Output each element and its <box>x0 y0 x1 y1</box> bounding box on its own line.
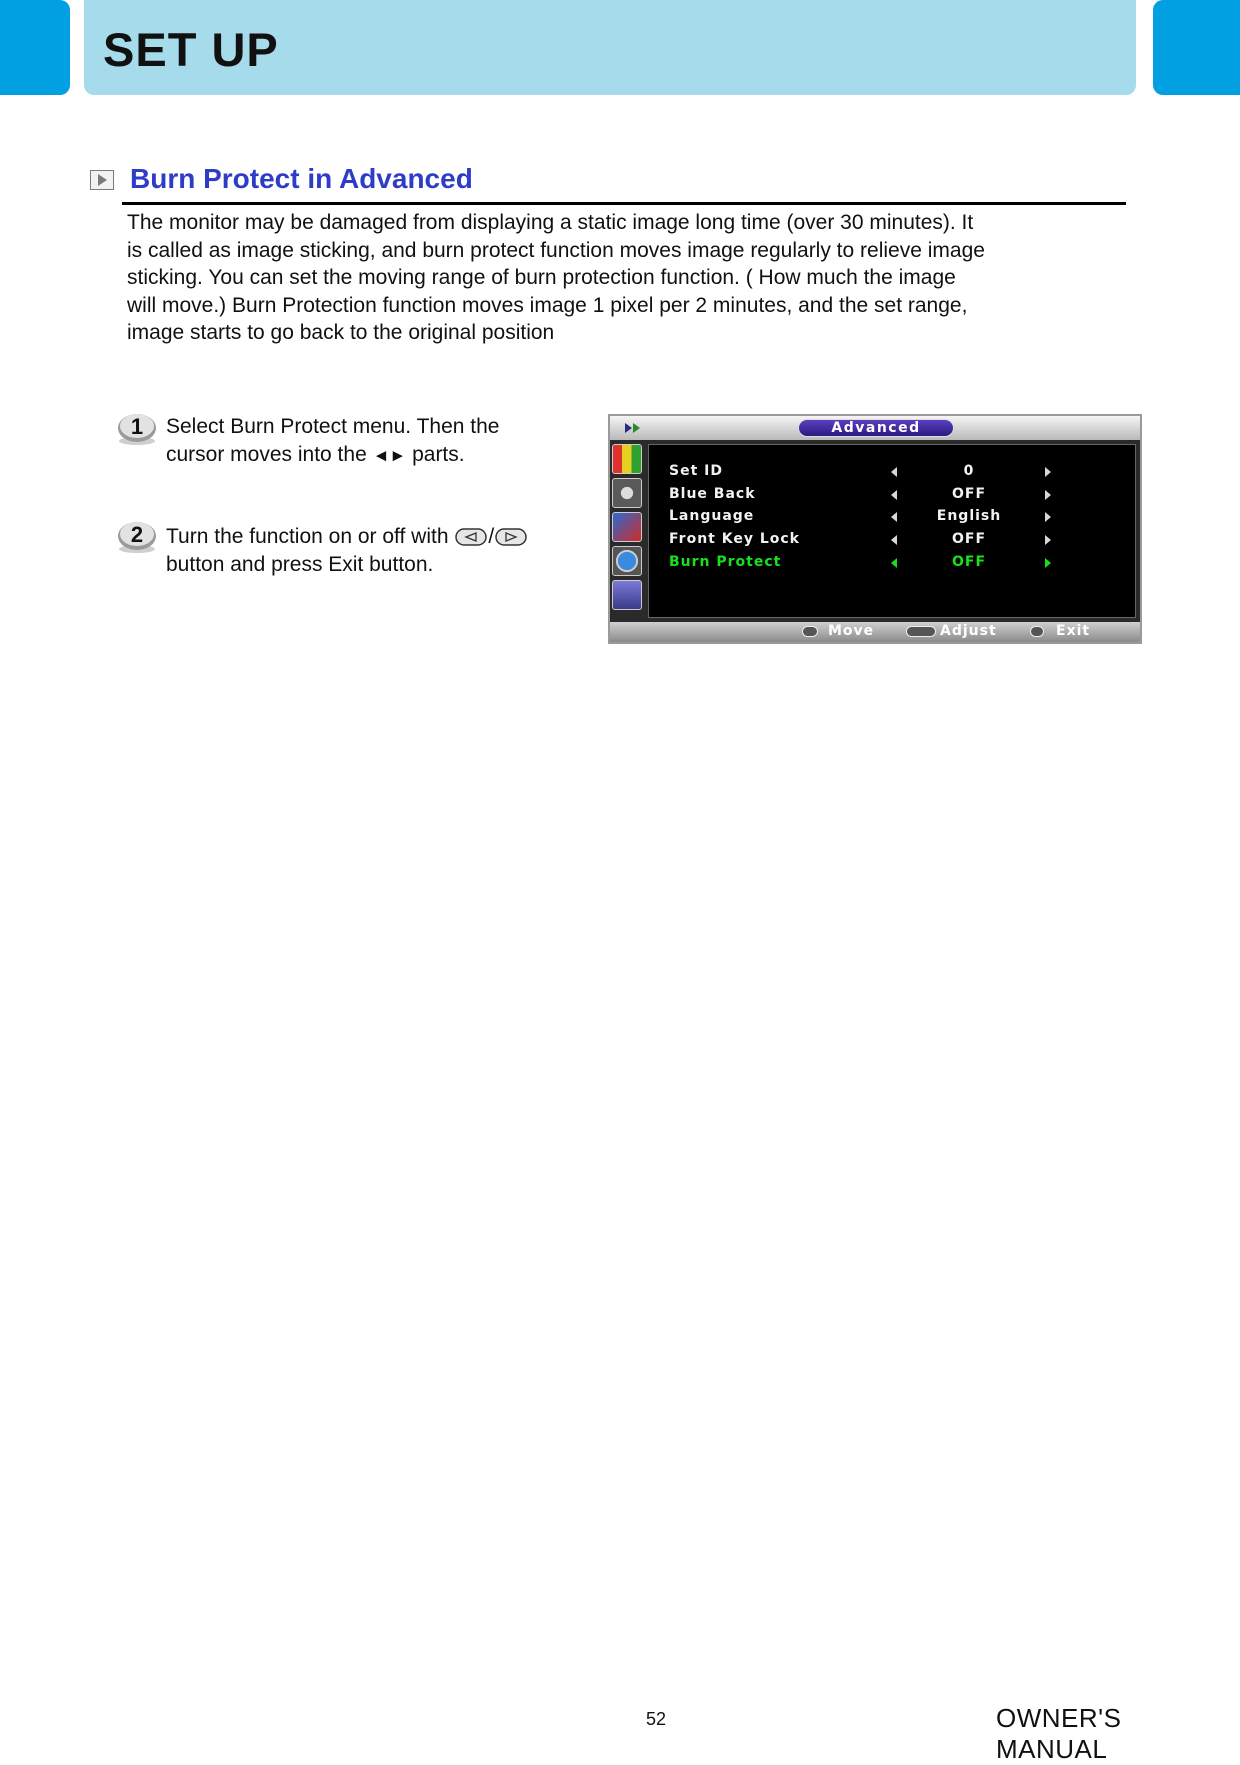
footer-manual-title: OWNER'S MANUAL <box>996 1703 1122 1764</box>
left-arrow-icon <box>891 490 897 500</box>
step-1-line1: Select Burn Protect menu. Then the <box>166 415 500 438</box>
osd-row-value: OFF <box>951 486 987 502</box>
intro-paragraph <box>127 209 1087 347</box>
intro-line: The monitor may be damaged from displaying a static image long time (over 30 minutes). It <box>127 211 974 234</box>
right-arrow-icon <box>1045 512 1051 522</box>
double-arrow-icon <box>624 421 644 435</box>
osd-row-value: OFF <box>951 531 987 547</box>
osd-hint-exit: Exit <box>1056 623 1091 639</box>
tools-icon <box>612 512 642 542</box>
clock-icon <box>612 546 642 576</box>
step-2-line2: button and press Exit button. <box>166 553 434 576</box>
osd-row <box>649 531 1137 551</box>
page-title: SET UP <box>103 23 279 76</box>
play-arrow-icon <box>90 170 114 190</box>
step-2-line1 <box>166 523 586 551</box>
intro-line: will move.) Burn Protection function moves image 1 pixel per 2 minutes, and the set range, <box>127 293 968 317</box>
adjust-keys-icon <box>906 626 936 637</box>
osd-side-icons <box>612 444 644 620</box>
right-arrow-icon <box>1045 490 1051 500</box>
picture-icon <box>612 444 642 474</box>
step-2-text <box>166 523 586 579</box>
screen-icon <box>612 580 642 610</box>
step-number: 1 <box>130 414 144 439</box>
osd-row <box>649 463 1137 483</box>
step-number: 2 <box>130 522 144 547</box>
step-1-line2-post: parts. <box>406 443 465 466</box>
osd-hint-adjust: Adjust <box>940 623 997 639</box>
step-1-text <box>166 413 586 470</box>
osd-hint-move: Move <box>828 623 875 639</box>
left-arrow-icon <box>891 467 897 477</box>
right-arrow-icon <box>1045 535 1051 545</box>
move-keys-icon <box>802 626 818 637</box>
osd-advanced-menu <box>608 414 1142 644</box>
osd-tab-advanced: Advanced <box>798 419 954 437</box>
header-left-block <box>0 0 70 95</box>
step-1-line2 <box>166 441 586 470</box>
right-button-icon <box>495 527 527 547</box>
step-2-badge <box>116 519 158 555</box>
intro-line: is called as image sticking, and burn protect function moves image regularly to relieve image <box>127 238 985 262</box>
intro-line: image starts to go back to the original position <box>127 321 555 345</box>
left-arrow-icon <box>891 535 897 545</box>
section-divider <box>122 202 1126 205</box>
header-right-block <box>1153 0 1240 95</box>
step-1-line2-pre: cursor moves into the <box>166 443 373 466</box>
osd-row <box>649 486 1137 506</box>
right-arrow-icon <box>1045 558 1051 568</box>
osd-row-label: Burn Protect <box>669 554 782 570</box>
osd-row-label: Front Key Lock <box>669 531 800 547</box>
exit-key-icon <box>1030 626 1044 637</box>
right-arrow-icon <box>1045 467 1051 477</box>
section-title: Burn Protect in Advanced <box>130 163 473 194</box>
osd-row <box>649 508 1137 528</box>
left-arrow-icon <box>891 558 897 568</box>
osd-row-label: Blue Back <box>669 486 756 502</box>
osd-row-selected <box>649 554 1137 574</box>
osd-row-value: OFF <box>951 554 987 570</box>
sound-icon <box>612 478 642 508</box>
left-button-icon <box>455 527 487 547</box>
intro-line: sticking. You can set the moving range of burn protection function. ( How much the image <box>127 266 956 290</box>
page-number: 52 <box>646 1709 667 1729</box>
osd-hint-bar <box>610 622 1140 642</box>
osd-row-value: 0 <box>963 463 975 479</box>
left-right-arrows-icon: ◄► <box>372 446 407 465</box>
osd-row-value: English <box>936 508 1002 524</box>
step-1-badge <box>116 411 158 447</box>
osd-row-label: Set ID <box>669 463 723 479</box>
step-2-separator: / <box>488 525 495 548</box>
osd-title-bar <box>610 416 1140 440</box>
step-2-line1-pre: Turn the function on or off with <box>166 525 455 548</box>
osd-row-label: Language <box>669 508 755 524</box>
osd-menu-panel <box>648 444 1136 618</box>
left-arrow-icon <box>891 512 897 522</box>
